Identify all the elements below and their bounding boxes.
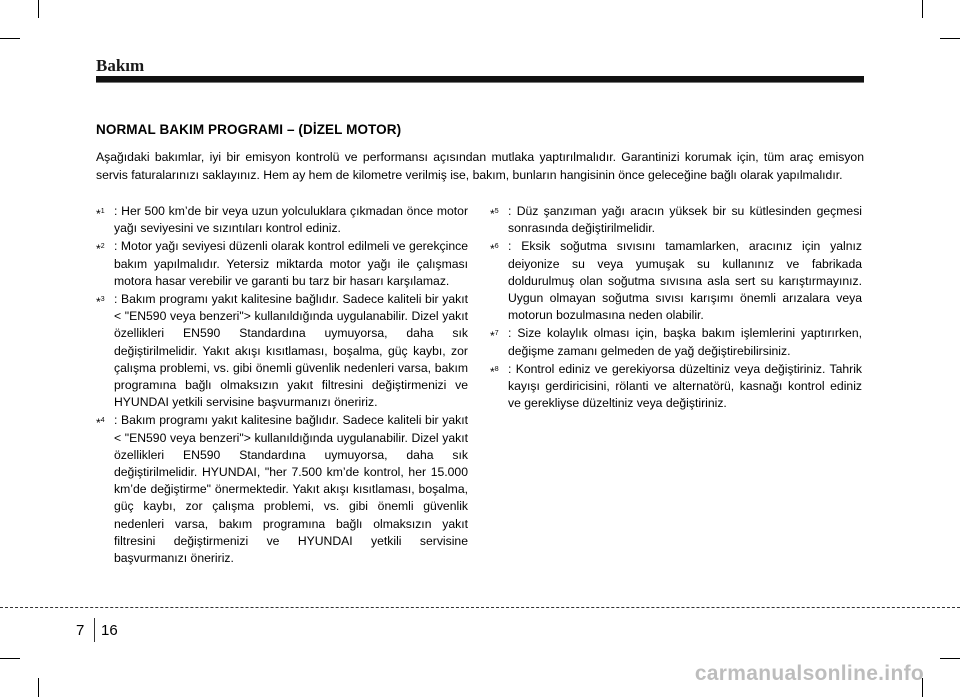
footer-divider bbox=[0, 607, 960, 608]
crop-mark bbox=[940, 658, 960, 659]
intro-paragraph: Aşağıdaki bakımlar, iyi bir emisyon kontrolü ve performansı açısından mutlaka yaptırılmalıdır. Garantinizi korumak için, tüm araç emisyon servis faturalarınızı saklayınız. Hem ay hem de kilometre verilmiş ise, bakım, bunların hangisinin önce geleceğine bağlı olarak yapılmalıdır. bbox=[96, 150, 864, 182]
footnote-text: : Motor yağı seviyesi düzenli olarak kontrol edilmeli ve gerekçince bakım yapılmalıdır. Yetersiz miktarda motor yağı ile çalışması motora hasar verebilir ve garanti bu tarz bir hasarı karşılamaz. bbox=[114, 239, 468, 288]
page-heading: NORMAL BAKIM PROGRAMI – (DİZEL MOTOR) bbox=[96, 122, 402, 137]
footnote-8 bbox=[490, 361, 862, 413]
right-column bbox=[490, 203, 862, 413]
footnote-3 bbox=[96, 291, 468, 411]
footnote-marker: *$^7$ bbox=[490, 329, 499, 344]
crop-mark bbox=[0, 658, 20, 659]
chapter-number: 7 bbox=[76, 622, 85, 639]
crop-mark bbox=[922, 0, 923, 18]
crop-mark bbox=[38, 678, 39, 697]
footnote-text: : Bakım programı yakıt kalitesine bağlıdır. Sadece kaliteli bir yakıt < "EN590 veya benzeri"> kullanıldığında uygulanabilir. Dizel yakıt özellikleri EN590 Standardına uymuyorsa, daha sık değiştirilmelidir. HYUNDAI, "her 7.500 km’de kontrol, her 15.000 km’de değiştirme" önermektedir. Yakıt akışı kısıtlaması, boşalma, güç kaybı, zor çalışma problemi, vs. gibi önemli güvenlik nedenleri varsa, bakım programına bağlı olmaksızın yakıt filtresini değiştirmenizi ve HYUNDAI yetkili servisine başvurmanızı öneririz. bbox=[114, 413, 468, 566]
footnote-marker: *$^6$ bbox=[490, 242, 499, 257]
footnote-text: : Bakım programı yakıt kalitesine bağlıdır. Sadece kaliteli bir yakıt < "EN590 veya benzeri"> kullanıldığında uygulanabilir. Dizel yakıt özellikleri EN590 Standardına uymuyorsa, daha sık değiştirilmelidir. Yakıt akışı kısıtlaması, boşalma, güç kaybı, zor çalışma problemi, vs. gibi önemli güvenlik nedenleri varsa, bakım programına bağlı olmaksızın yakıt filtresini değiştirmenizi ve HYUNDAI yetkili servisine başvurmanızı öneririz. bbox=[114, 292, 468, 410]
crop-mark bbox=[0, 38, 20, 39]
footnote-2 bbox=[96, 238, 468, 290]
footnote-text: : Size kolaylık olması için, başka bakım işlemlerini yaptırırken, değişme zamanı gelmeden de yağ değiştirebilirsiniz. bbox=[508, 326, 862, 358]
crop-mark bbox=[38, 0, 39, 18]
footnote-marker: *$^3$ bbox=[96, 295, 105, 310]
page-number: 16 bbox=[101, 622, 118, 639]
footnote-marker: *$^4$ bbox=[96, 416, 105, 431]
section-title: Bakım bbox=[96, 56, 145, 75]
footnote-7 bbox=[490, 325, 862, 359]
left-column bbox=[96, 203, 468, 568]
footnote-marker: *$^8$ bbox=[490, 364, 499, 379]
footnote-6 bbox=[490, 238, 862, 324]
footnote-text: : Kontrol ediniz ve gerekiyorsa düzeltiniz veya değiştiriniz. Tahrik kayışı gerdiricisini, rölanti ve alternatörü, kasnağı kontrol ediniz ve gerekliyse düzeltiniz veya değiştiriniz. bbox=[508, 361, 862, 411]
crop-mark bbox=[940, 38, 960, 39]
footnote-text: : Her 500 km’de bir veya uzun yolculuklara çıkmadan önce motor yağı seviyesini ve sızıntıları kontrol ediniz. bbox=[114, 204, 468, 236]
watermark: carmanualsonline.info bbox=[694, 662, 924, 685]
footnote-marker: *$^2$ bbox=[96, 242, 105, 257]
title-underline bbox=[96, 82, 864, 83]
footnote-1 bbox=[96, 203, 468, 237]
footnote-5 bbox=[490, 203, 862, 237]
footnote-marker: *$^1$ bbox=[96, 207, 105, 221]
page-number-separator bbox=[94, 618, 95, 642]
footnote-4 bbox=[96, 412, 468, 567]
footnote-text: : Düz şanzıman yağı aracın yüksek bir su kütlesinden geçmesi sonrasında değiştirilmelidir. bbox=[508, 204, 862, 236]
footnote-marker: *$^5$ bbox=[490, 207, 499, 221]
footnote-text: : Eksik soğutma sıvısını tamamlarken, aracınız için yalnız deiyonize su veya yumuşak su kullanınız ve fabrikada doldurulmuş olan soğutma sıvısına asla sert su karıştırmayınız. Uygun olmayan soğutma sıvısı karışımı önemli arızalara veya motorun bozulmasına neden olabilir. bbox=[508, 239, 862, 323]
